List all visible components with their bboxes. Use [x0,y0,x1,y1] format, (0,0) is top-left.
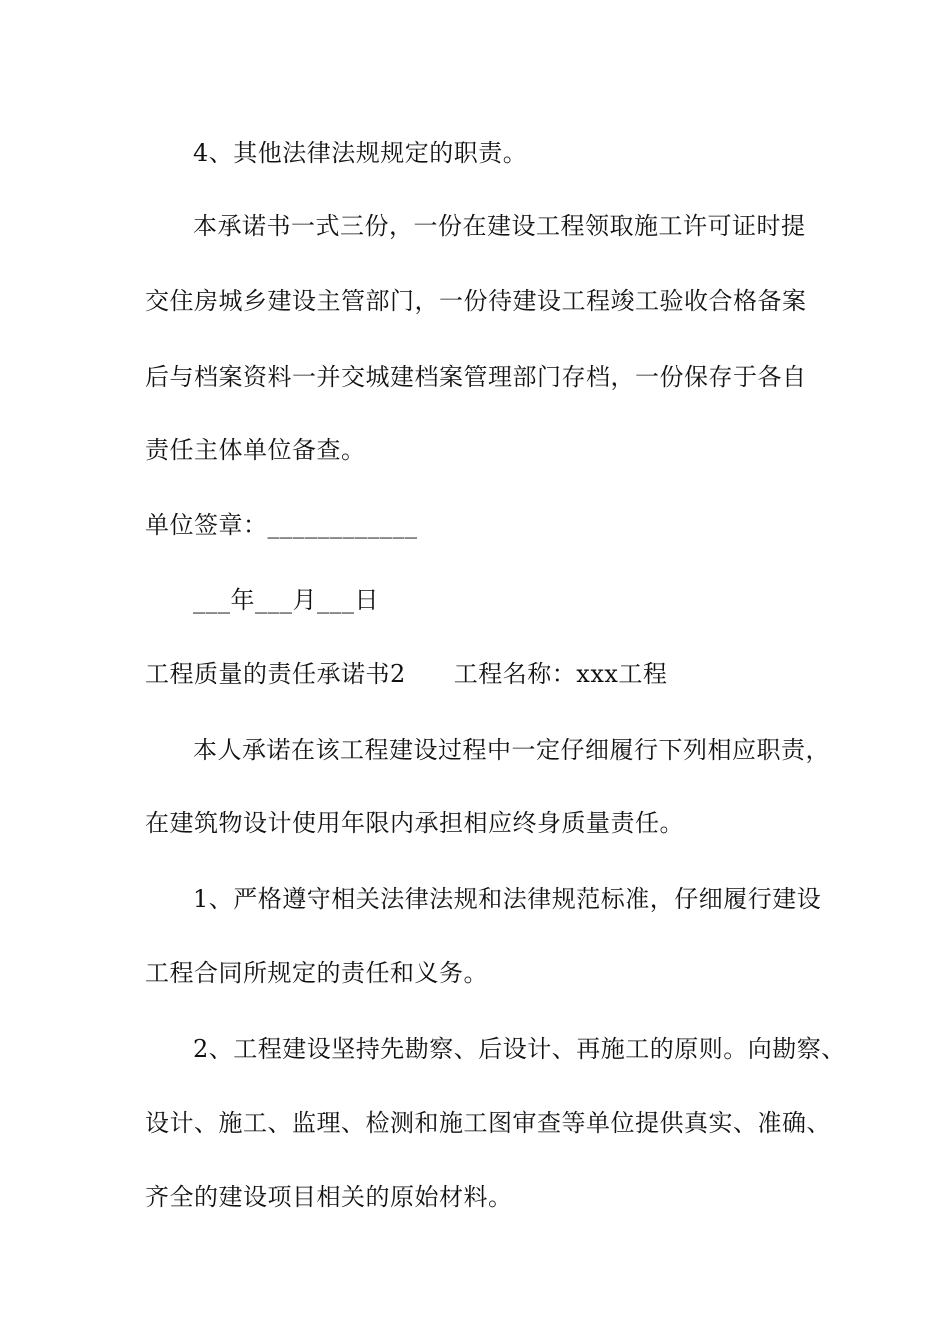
seal-line: 单位签章：____________ [145,511,418,539]
date-line: ___年___月___日 [193,586,379,614]
project-name: 工程名称：xxx工程 [453,660,668,688]
item-4: 4、其他法律法规规定的职责。 [193,139,528,167]
pledge-line-2: 在建筑物设计使用年限内承担相应终身质量责任。 [145,809,684,837]
para-copies-line-2: 交住房城乡建设主管部门，一份待建设工程竣工验收合格备案 [145,287,807,315]
title-row [145,659,815,689]
para-copies-line-4: 责任主体单位备查。 [145,436,366,464]
item-2-line-1: 2、工程建设坚持先勘察、后设计、再施工的原则。向勘察、 [193,1035,846,1063]
item-1-line-1: 1、严格遵守相关法律法规和法律规范标准，仔细履行建设 [193,885,822,913]
item-2-line-3: 齐全的建设项目相关的原始材料。 [145,1183,513,1211]
para-copies-line-3: 后与档案资料一并交城建档案管理部门存档，一份保存于各自 [145,363,807,391]
item-2-line-2: 设计、施工、监理、检测和施工图审查等单位提供真实、准确、 [145,1109,831,1137]
document-title: 工程质量的责任承诺书2 [145,660,406,688]
item-1-line-2: 工程合同所规定的责任和义务。 [145,959,488,987]
pledge-line-1: 本人承诺在该工程建设过程中一定仔细履行下列相应职责， [193,736,830,764]
para-copies-line-1: 本承诺书一式三份，一份在建设工程领取施工许可证时提 [193,212,806,240]
